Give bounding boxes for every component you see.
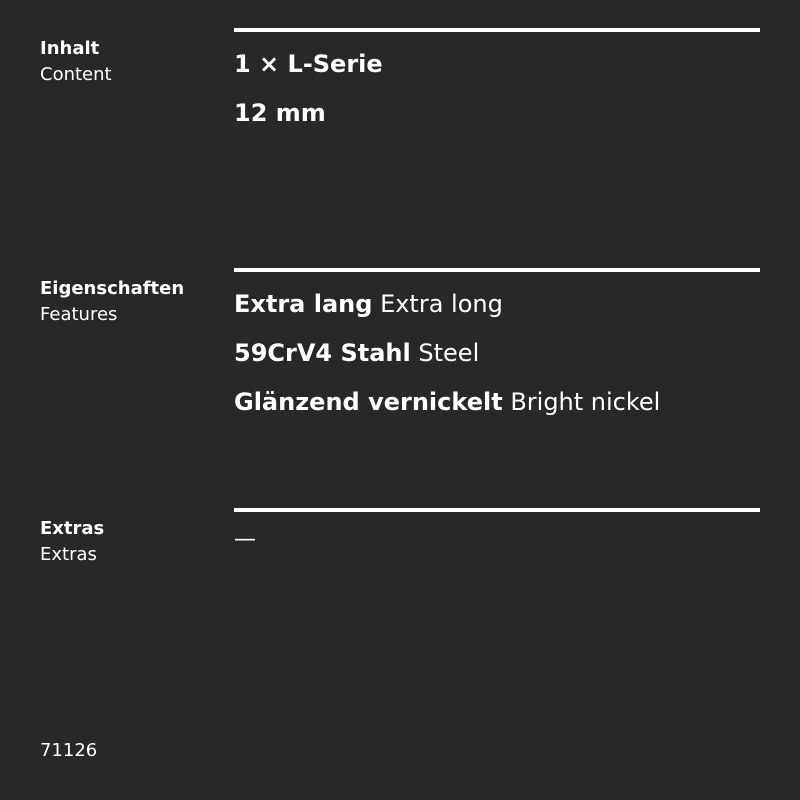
- article-number: 71126: [40, 740, 98, 761]
- feature-line: [234, 329, 760, 378]
- feature-line-regular: Extra long: [380, 290, 503, 318]
- feature-line: [234, 378, 760, 427]
- section-body: [234, 28, 760, 138]
- label-english: Extras: [40, 544, 97, 565]
- divider-rule: [234, 508, 760, 512]
- divider-rule: [234, 268, 760, 272]
- divider-rule: [234, 28, 760, 32]
- feature-line-bold: 59CrV4 Stahl: [234, 339, 411, 367]
- content-line-bold: 1 × L-Serie: [234, 50, 383, 78]
- content-line: [234, 89, 760, 138]
- content-line-bold: 12 mm: [234, 99, 326, 127]
- label-german: Extras: [40, 518, 105, 539]
- feature-line-bold: Extra lang: [234, 290, 373, 318]
- section-label: [40, 516, 225, 568]
- section-label: [40, 36, 225, 88]
- feature-line-regular: Steel: [418, 339, 480, 367]
- label-english: Features: [40, 304, 118, 325]
- section-body: [234, 508, 760, 560]
- label-german: Inhalt: [40, 38, 100, 59]
- feature-line-regular: Bright nickel: [510, 388, 661, 416]
- feature-line: [234, 280, 760, 329]
- section-body: [234, 268, 760, 427]
- empty-dash: —: [234, 527, 256, 552]
- content-line: [234, 40, 760, 89]
- section-label: [40, 276, 225, 328]
- feature-line-bold: Glänzend vernickelt: [234, 388, 503, 416]
- label-german: Eigenschaften: [40, 278, 185, 299]
- label-english: Content: [40, 64, 112, 85]
